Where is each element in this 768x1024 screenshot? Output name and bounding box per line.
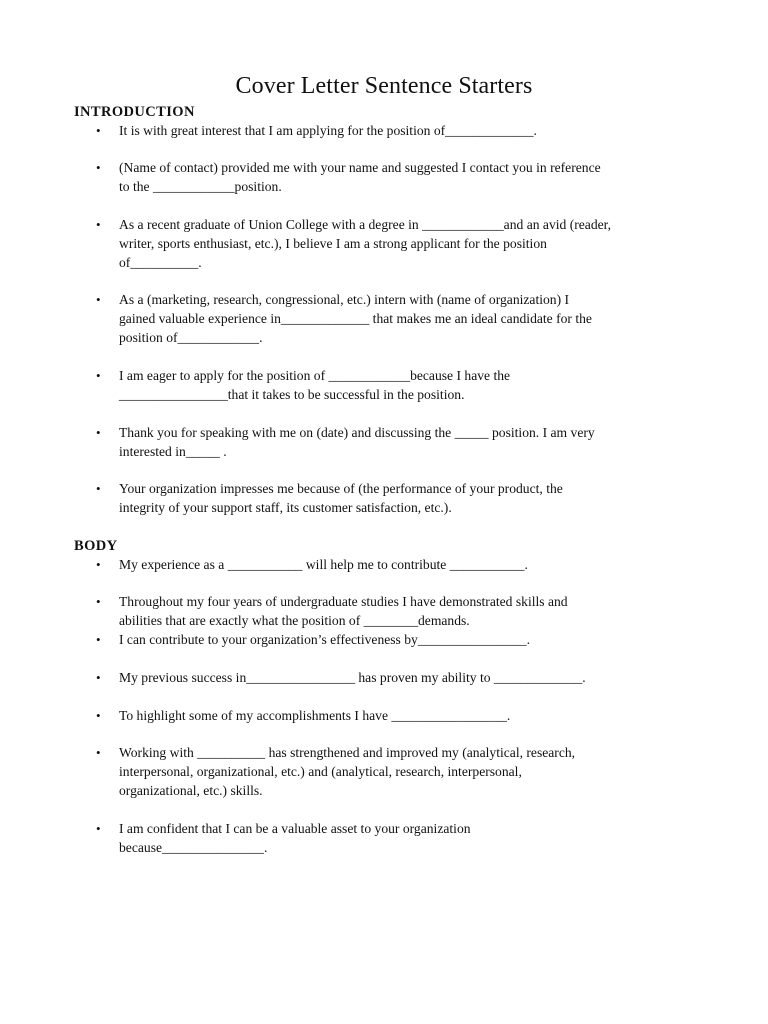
list-item-text: writer, sports enthusiast, etc.), I believe I am a strong applicant for the position: [119, 236, 547, 251]
bullet-icon: •: [96, 670, 101, 685]
list-item-text: Thank you for speaking with me on (date) and discussing the _____ position. I am very: [119, 425, 595, 440]
list-item-text: Your organization impresses me because of (the performance of your product, the: [119, 481, 563, 496]
list-item-text: to the ____________position.: [119, 179, 282, 194]
list-item-text: Working with __________ has strengthened and improved my (analytical, research,: [119, 745, 576, 760]
list-item: [96, 366, 716, 404]
list-item-text: I am confident that I can be a valuable asset to your organization: [119, 821, 471, 836]
bullet-icon: •: [96, 481, 101, 496]
list-item-text: My previous success in________________ has proven my ability to _____________.: [119, 670, 586, 685]
list-item: [96, 743, 716, 800]
bullet-icon: •: [96, 821, 101, 836]
list-item-text: As a (marketing, research, congressional, etc.) intern with (name of organization) I: [119, 292, 570, 307]
list-item-text: interpersonal, organizational, etc.) and (analytical, research, interpersonal,: [119, 764, 522, 779]
list-item-text: abilities that are exactly what the position of ________demands.: [119, 613, 470, 628]
list-item: [96, 423, 716, 461]
list-item: [96, 215, 716, 272]
section-heading-body: BODY: [74, 538, 118, 554]
list-item: [96, 158, 716, 196]
list-item-text: (Name of contact) provided me with your name and suggested I contact you in reference: [119, 160, 601, 175]
section-heading-introduction: INTRODUCTION: [74, 104, 195, 120]
bullet-icon: •: [96, 123, 101, 138]
bullet-icon: •: [96, 425, 101, 440]
list-item-text: It is with great interest that I am applying for the position of_____________.: [119, 123, 537, 138]
list-item-text: gained valuable experience in_____________ that makes me an ideal candidate for the: [119, 311, 592, 326]
bullet-icon: •: [96, 632, 101, 647]
list-item-text: because_______________.: [119, 840, 268, 855]
list-item-text: interested in_____ .: [119, 444, 227, 459]
bullet-icon: •: [96, 217, 101, 232]
list-item: [96, 121, 716, 140]
bullet-icon: •: [96, 594, 101, 609]
list-item-text: As a recent graduate of Union College with a degree in ____________and an avid (reader,: [119, 217, 612, 232]
list-item-text: ________________that it takes to be successful in the position.: [119, 387, 465, 402]
bullet-icon: •: [96, 160, 101, 175]
bullet-icon: •: [96, 708, 101, 723]
bullet-icon: •: [96, 557, 101, 572]
list-item: [96, 290, 716, 347]
list-item: [96, 555, 716, 574]
bullet-icon: •: [96, 368, 101, 383]
list-item-text: organizational, etc.) skills.: [119, 783, 263, 798]
bullet-icon: •: [96, 745, 101, 760]
list-item-text: integrity of your support staff, its customer satisfaction, etc.).: [119, 500, 452, 515]
list-item-text: My experience as a ___________ will help me to contribute ___________.: [119, 557, 528, 572]
bullet-icon: •: [96, 292, 101, 307]
list-item-text: To highlight some of my accomplishments I have _________________.: [119, 708, 511, 723]
list-item: [96, 592, 716, 630]
list-item-text: I am eager to apply for the position of ____________because I have the: [119, 368, 511, 383]
document-title: Cover Letter Sentence Starters: [235, 73, 533, 99]
list-item-text: position of____________.: [119, 330, 263, 345]
list-item-text: Throughout my four years of undergraduate studies I have demonstrated skills and: [119, 594, 568, 609]
list-item: [96, 479, 716, 517]
list-item: [96, 819, 716, 857]
list-item: [96, 630, 716, 649]
list-item-text: of__________.: [119, 255, 202, 270]
list-item: [96, 706, 716, 725]
list-item: [96, 668, 716, 687]
list-item-text: I can contribute to your organization’s effectiveness by________________.: [119, 632, 530, 647]
